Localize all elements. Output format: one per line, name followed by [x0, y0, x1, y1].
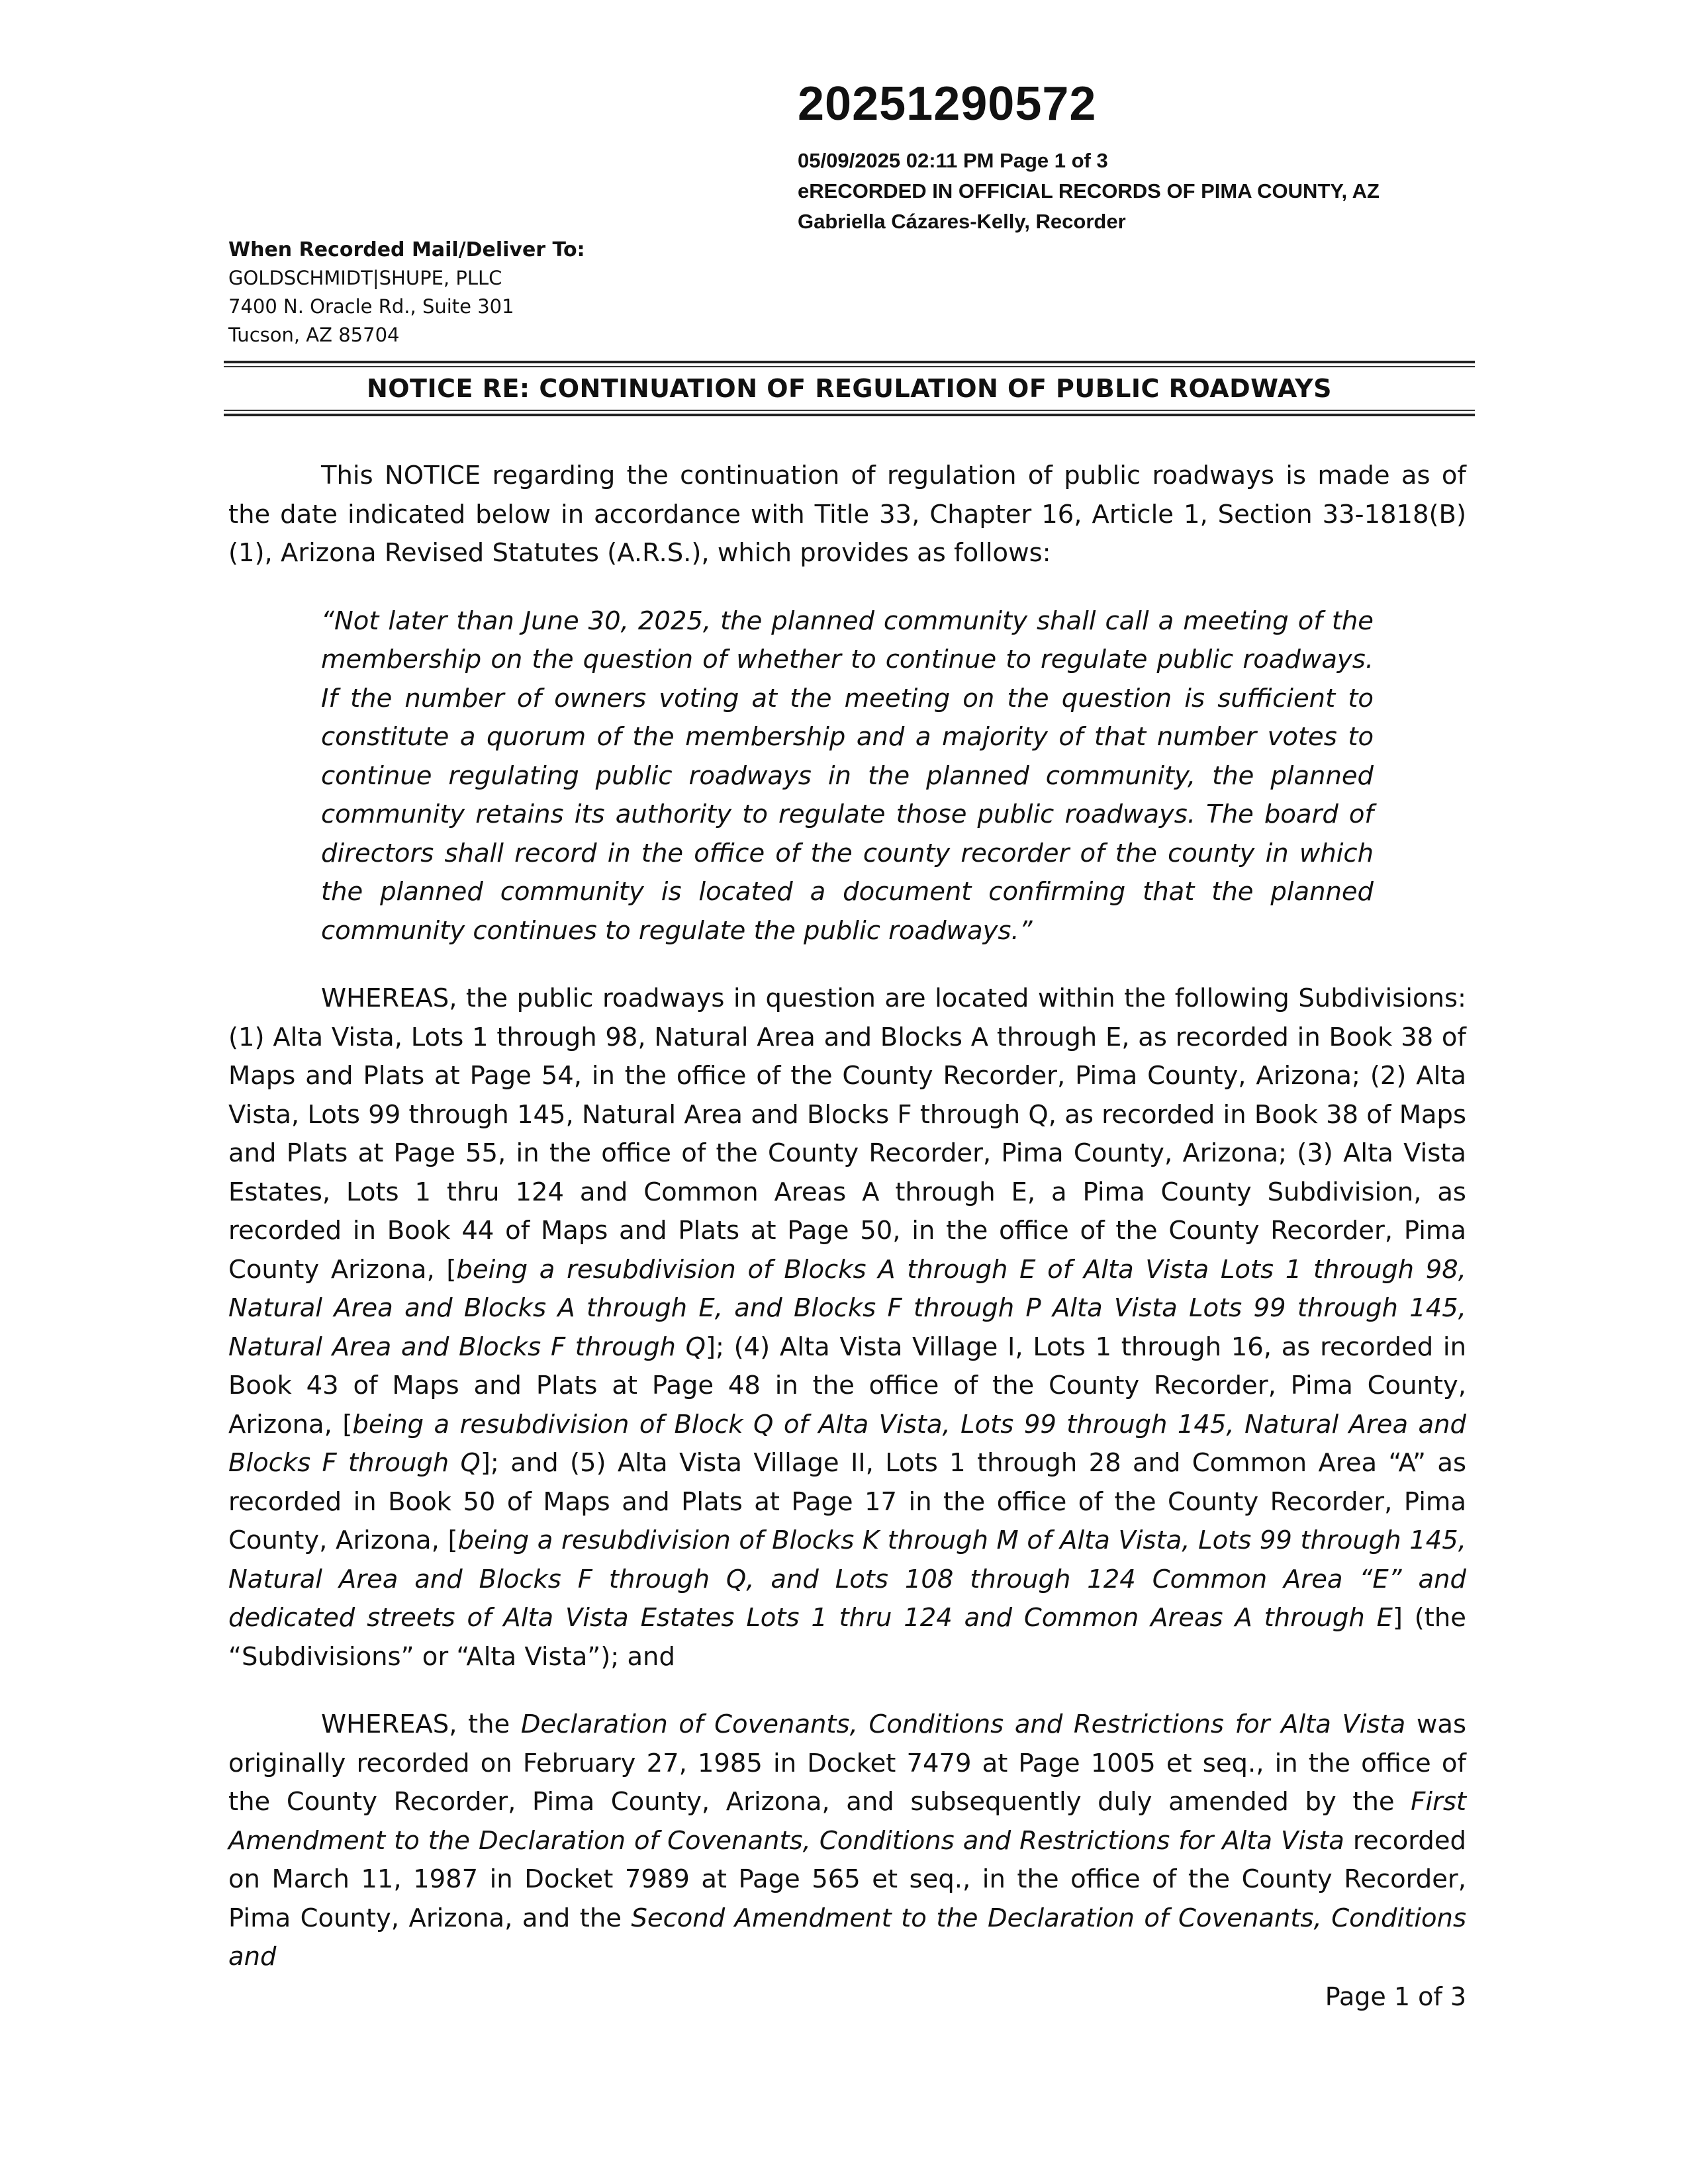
- whereas2-italic-3: Second Amendment to the Declaration of Covenants, Conditions and: [228, 1903, 1467, 1972]
- whereas1-text-4: ] (the “Subdivisions” or “Alta Vista”); and: [228, 1603, 1466, 1672]
- recording-stamp: [798, 74, 1526, 237]
- whereas-declaration-paragraph: [228, 1706, 1466, 1977]
- page-number-footer: Page 1 of 3: [1325, 1982, 1466, 2011]
- mail-to-name: GOLDSCHMIDT|SHUPE, PLLC: [228, 267, 502, 289]
- recording-datetime: 05/09/2025 02:11 PM Page 1 of 3: [798, 149, 1108, 172]
- recording-office: eRECORDED IN OFFICIAL RECORDS OF PIMA COUNTY, AZ: [798, 179, 1380, 203]
- whereas2-text-1: WHEREAS, the: [321, 1709, 521, 1739]
- statute-quote: “Not later than June 30, 2025, the planned community shall call a meeting of the membership on the question of whether to continue to regulate public roadways. If the number of owners voting at the meeting on the question is sufficient to constitute a quorum of the membership and a majority of that number votes to continue regulating public roadways in the planned community, the planned community retains its authority to regulate those public roadways. The board of directors shall record in the office of the county recorder of the county in which the planned community is located a document confirming that the planned community continues to regulate the public roadways.”: [321, 606, 1374, 946]
- whereas2-text-2: was originally recorded on February 27, 1985 in Docket 7479 at Page 1005 et seq., in the office of the County Recorder, Pima County, Arizona, and subsequently duly amended by the: [228, 1709, 1467, 1817]
- whereas1-text-3: ]; and (5) Alta Vista Village II, Lots 1 through 28 and Common Area “A” as recorded in Book 50 of Maps and Plats at Page 17 in the office of the County Recorder, Pima County, Arizona, [: [228, 1448, 1467, 1555]
- title-rule-top: [224, 361, 1475, 363]
- whereas-subdivisions-paragraph: [228, 979, 1466, 1676]
- mail-to-address-line1: 7400 N. Oracle Rd., Suite 301: [228, 295, 514, 318]
- title-rule-top-thin: [224, 366, 1475, 367]
- whereas2-text-3: recorded on March 11, 1987 in Docket 7989 at Page 565 et seq., in the office of the County Recorder, Pima County, Arizona, and the: [228, 1825, 1466, 1933]
- mail-to-block: [228, 236, 692, 349]
- whereas1-text-1: WHEREAS, the public roadways in question are located within the following Subdivisions: (1) Alta Vista, Lots 1 through 98, Natural Area and Blocks A through E, as recorded in Book 38 of Maps and Plats at Page 54, in the office of the County Recorder, Pima County, Arizona; (2) Alta Vista, Lots 99 through 145, Natural Area and Blocks F through Q, as recorded in Book 38 of Maps and Plats at Page 55, in the office of the County Recorder, Pima County, Arizona; (3) Alta Vista Estates, Lots 1 thru 124 and Common Areas A through E, a Pima County Subdivision, as recorded in Book 44 of Maps and Plats at Page 50, in the office of the County Recorder, Pima County Arizona, [: [228, 983, 1466, 1285]
- document-number: 20251290572: [798, 77, 1097, 130]
- intro-paragraph: This NOTICE regarding the continuation of regulation of public roadways is made as of the date indicated below in accordance with Title 33, Chapter 16, Article 1, Section 33-1818(B)(1), Arizona Revised Statutes (A.R.S.), which provides as follows:: [228, 461, 1466, 568]
- title-block: [224, 361, 1475, 416]
- whereas1-italic-3: being a resubdivision of Blocks K through M of Alta Vista, Lots 99 through 145, Natural Area and Blocks F through Q, and Lots 108 through 124 Common Area “E” and dedicated streets of Alta Vista Estates Lots 1 thru 124 and Common Areas A through E: [228, 1525, 1466, 1633]
- document-body: [228, 457, 1466, 1977]
- mail-to-label: When Recorded Mail/Deliver To:: [228, 238, 585, 261]
- whereas1-text-2: ]; (4) Alta Vista Village I, Lots 1 through 16, as recorded in Book 43 of Maps and Plats at Page 48 in the office of the County Recorder, Pima County, Arizona, [: [228, 1332, 1466, 1439]
- whereas2-italic-1: Declaration of Covenants, Conditions and Restrictions for Alta Vista: [520, 1709, 1406, 1739]
- whereas2-italic-2: First Amendment to the Declaration of Covenants, Conditions and Restrictions for Alta Vista: [228, 1787, 1466, 1856]
- whereas1-italic-1: being a resubdivision of Blocks A through E of Alta Vista Lots 1 through 98, Natural Area and Blocks A through E, and Blocks F through P Alta Vista Lots 99 through 145, Natural Area and Blocks F through Q: [228, 1254, 1466, 1362]
- document-title: NOTICE RE: CONTINUATION OF REGULATION OF PUBLIC ROADWAYS: [366, 374, 1333, 403]
- mail-to-address-line2: Tucson, AZ 85704: [228, 324, 400, 346]
- recorder-name: Gabriella Cázares-Kelly, Recorder: [798, 210, 1126, 233]
- title-rule-bottom-thin: [224, 410, 1475, 411]
- title-rule-bottom: [224, 414, 1475, 416]
- whereas1-italic-2: being a resubdivision of Block Q of Alta Vista, Lots 99 through 145, Natural Area and Blocks F through Q: [228, 1409, 1466, 1478]
